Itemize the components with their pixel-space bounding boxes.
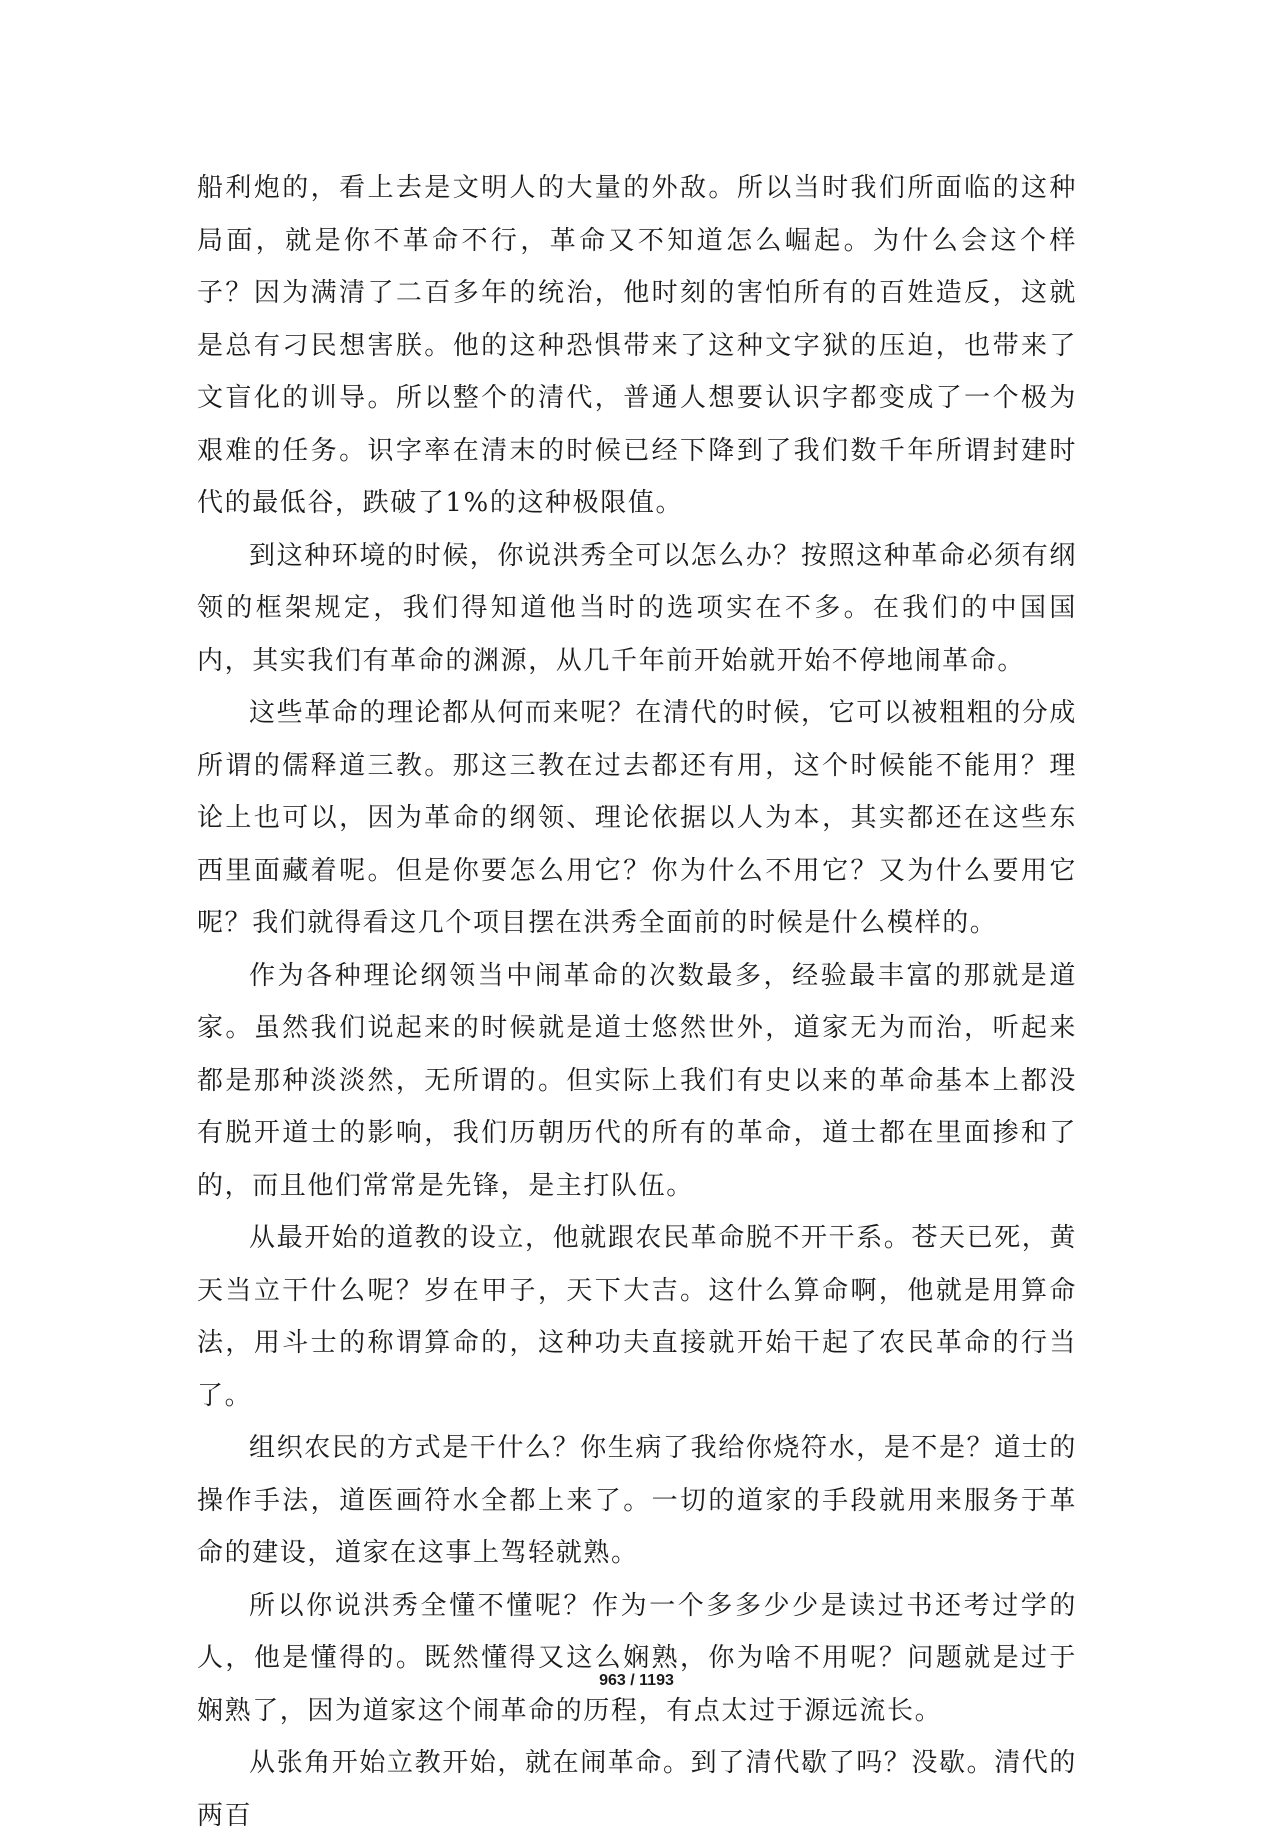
paragraph-3: 这些革命的理论都从何而来呢？在清代的时候，它可以被粗粗的分成所谓的儒释道三教。那这三教在过去都还有用，这个时候能不能用？理论上也可以，因为革命的纲领、理论依据以人为本，其实都还在这些东西里面藏着呢。但是你要怎么用它？你为什么不用它？又为什么要用它呢？我们就得看这几个项目摆在洪秀全面前的时候是什么模样的。 [197, 698, 1078, 938]
page-number: 963 / 1193 [599, 1672, 674, 1689]
paragraph-6: 组织农民的方式是干什么？你生病了我给你烧符水，是不是？道士的操作手法，道医画符水全都上来了。一切的道家的手段就用来服务于革命的建设，道家在这事上驾轻就熟。 [197, 1433, 1078, 1568]
paragraph-8: 从张角开始立教开始，就在闹革命。到了清代歇了吗？没歇。清代的两百 [197, 1748, 1078, 1831]
body-text [197, 162, 1077, 1842]
paragraph-1: 船利炮的，看上去是文明人的大量的外敌。所以当时我们所面临的这种局面，就是你不革命不行，革命又不知道怎么崛起。为什么会这个样子？因为满清了二百多年的统治，他时刻的害怕所有的百姓造反，这就是总有刁民想害朕。他的这种恐惧带来了这种文字狱的压迫，也带来了文盲化的训导。所以整个的清代，普通人想要认识字都变成了一个极为艰难的任务。识字率在清末的时候已经下降到了我们数千年所谓封建时代的最低谷，跌破了1%的这种极限值。 [197, 173, 1077, 518]
paragraph-4: 作为各种理论纲领当中闹革命的次数最多，经验最丰富的那就是道家。虽然我们说起来的时候就是道士悠然世外，道家无为而治，听起来都是那种淡淡然，无所谓的。但实际上我们有史以来的革命基本上都没有脱开道士的影响，我们历朝历代的所有的革命，道士都在里面掺和了的，而且他们常常是先锋，是主打队伍。 [197, 960, 1077, 1201]
paragraph-7: 所以你说洪秀全懂不懂呢？作为一个多多少少是读过书还考过学的人，他是懂得的。既然懂得又这么娴熟，你为啥不用呢？问题就是过于娴熟了，因为道家这个闹革命的历程，有点太过于源远流长。 [197, 1590, 1077, 1726]
paragraph-2: 到这种环境的时候，你说洪秀全可以怎么办？按照这种革命必须有纲领的框架规定，我们得知道他当时的选项实在不多。在我们的中国国内，其实我们有革命的渊源，从几千年前开始就开始不停地闹革命。 [197, 540, 1078, 676]
paragraph-5: 从最开始的道教的设立，他就跟农民革命脱不开干系。苍天已死，黄天当立干什么呢？岁在甲子，天下大吉。这什么算命啊，他就是用算命法，用斗士的称谓算命的，这种功夫直接就开始干起了农民革命的行当了。 [197, 1223, 1078, 1411]
